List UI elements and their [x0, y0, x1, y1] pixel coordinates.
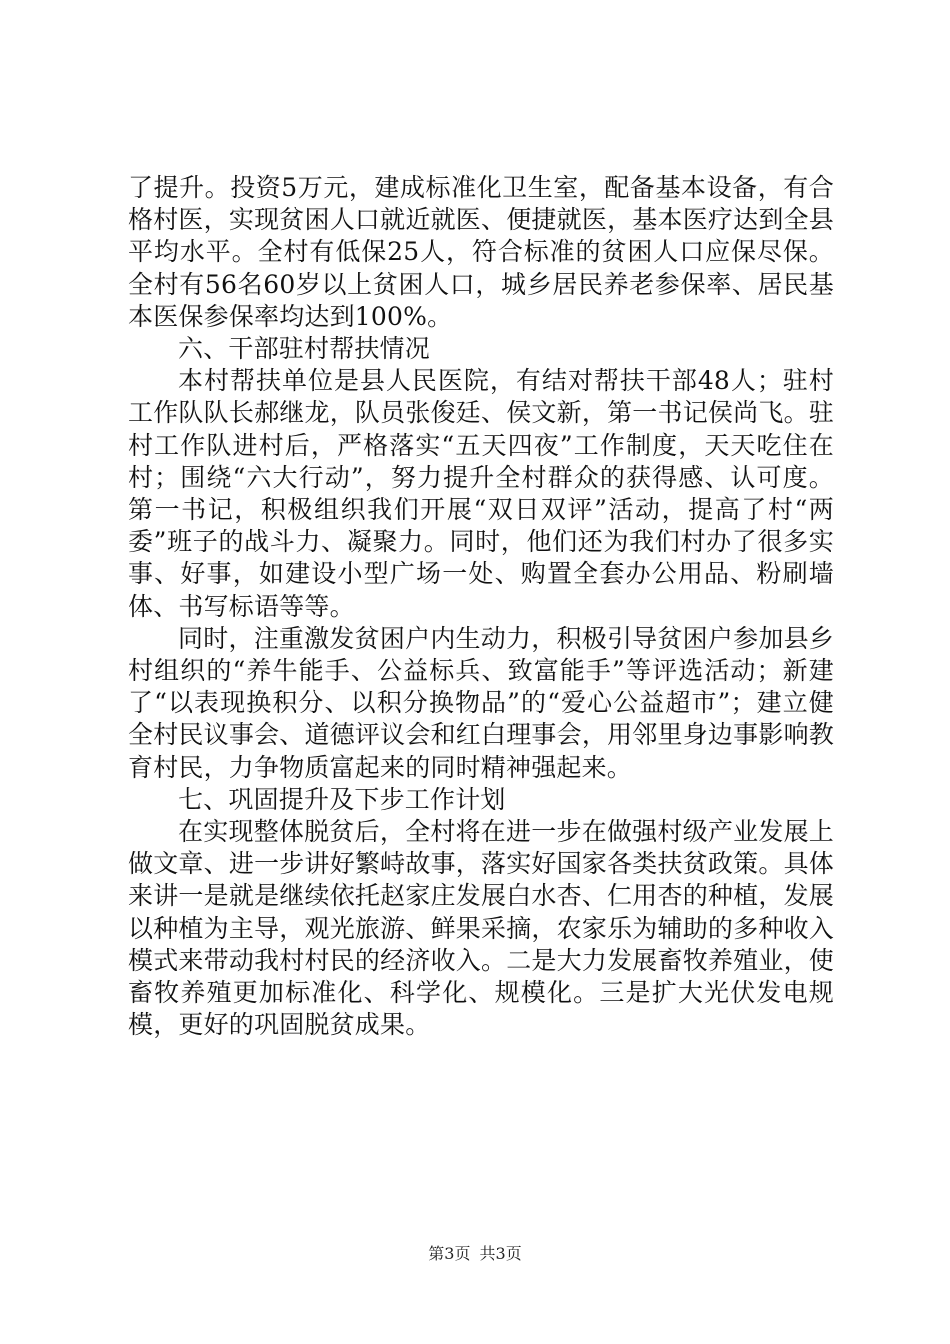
- paragraph-medical-insurance: 了提升。投资5万元，建成标准化卫生室，配备基本设备，有合格村医，实现贫困人口就近就医、便捷就医，基本医疗达到全县平均水平。全村有低保25人，符合标准的贫困人口应保尽保。全村有56名60岁以上贫困人口，城乡居民养老参保率、居民基本医保参保率均达到100%。: [128, 173, 834, 331]
- paragraph-internal-motivation: 同时，注重激发贫困户内生动力，积极引导贫困户参加县乡村组织的“养牛能手、公益标兵、致富能手”等评选活动；新建了“以表现换积分、以积分换物品”的“爱心公益超市”；建立健全村民议事会、道德评议会和红白理事会，用邻里身边事影响教育村民，力争物质富起来的同时精神强起来。: [128, 623, 834, 782]
- paragraph-work-plan: 在实现整体脱贫后，全村将在进一步在做强村级产业发展上做文章、进一步讲好繁峙故事，落实好国家各类扶贫政策。具体来讲一是就是继续依托赵家庄发展白水杏、仁用杏的种植，发展以种植为主导，观光旅游、鲜果采摘，农家乐为辅助的多种收入模式来带动我村村民的经济收入。二是大力发展畜牧养殖业，使畜牧养殖更加标准化、科学化、规模化。三是扩大光伏发电规模，更好的巩固脱贫成果。: [128, 817, 834, 1040]
- page-number: 第3页: [428, 1244, 471, 1263]
- section-heading-cadre-assistance: 六、干部驻村帮扶情况: [178, 334, 431, 364]
- page-total: 共3页: [479, 1244, 522, 1263]
- page-footer: [0, 1243, 950, 1265]
- paragraph-assistance-unit: 本村帮扶单位是县人民医院，有结对帮扶干部48人；驻村工作队队长郝继龙，队员张俊廷、侯文新，第一书记侯尚飞。驻村工作队进村后，严格落实“五天四夜”工作制度，天天吃住在村；围绕“六大行动”，努力提升全村群众的获得感、认可度。第一书记，积极组织我们开展“双日双评”活动，提高了村“两委”班子的战斗力、凝聚力。同时，他们还为我们村办了很多实事、好事，如建设小型广场一处、购置全套办公用品、粉刷墙体、书写标语等等。: [128, 366, 834, 621]
- document-body: [128, 172, 834, 1041]
- section-heading-next-steps: 七、巩固提升及下步工作计划: [178, 784, 506, 814]
